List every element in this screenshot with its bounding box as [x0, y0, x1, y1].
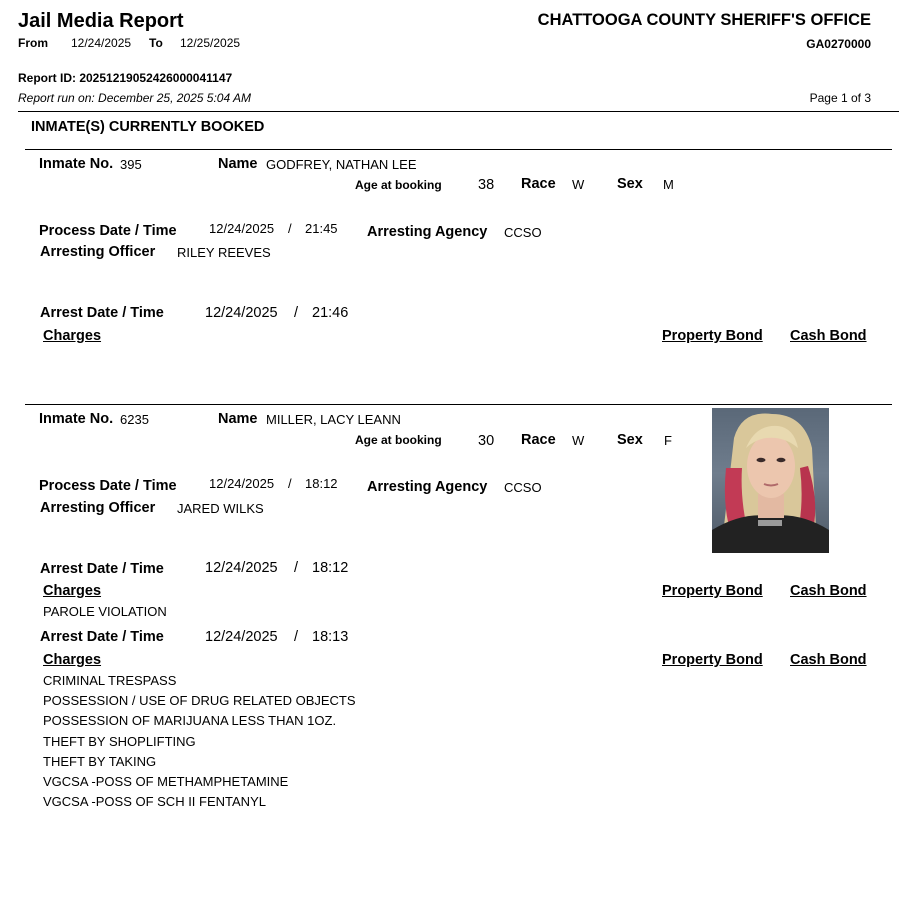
charges-label: Charges	[43, 583, 102, 599]
arrest-datetime-label: Arrest Date / Time	[40, 305, 164, 321]
process-datetime-label: Process Date / Time	[39, 478, 177, 494]
process-time-value: 18:12	[305, 476, 338, 491]
arrest-date-value: 12/24/2025	[205, 305, 278, 321]
inmate-divider-1	[25, 149, 892, 150]
arrest-slash: /	[294, 629, 299, 645]
process-time-value: 21:45	[305, 221, 338, 236]
inmate-no-value: 395	[120, 157, 142, 172]
race-label: Race	[521, 432, 556, 448]
charges-label: Charges	[43, 328, 102, 344]
charge-item: THEFT BY SHOPLIFTING	[43, 734, 196, 749]
charge-item: THEFT BY TAKING	[43, 754, 157, 769]
to-label: To	[149, 36, 163, 50]
arrest-time-value: 21:46	[312, 305, 349, 321]
charge-item: PAROLE VIOLATION	[43, 604, 167, 619]
cash-bond-label: Cash Bond	[790, 652, 867, 668]
inmate-photo	[712, 408, 829, 553]
arresting-officer-value: RILEY REEVES	[177, 245, 271, 260]
inmate-divider-2	[25, 404, 892, 405]
sex-label: Sex	[617, 432, 643, 448]
arresting-agency-value: CCSO	[504, 480, 542, 495]
arresting-officer-value: JARED WILKS	[177, 501, 264, 516]
process-date-value: 12/24/2025	[209, 221, 275, 236]
charge-item: POSSESSION / USE OF DRUG RELATED OBJECTS	[43, 693, 356, 708]
booking-photo-icon	[712, 408, 829, 553]
age-value: 30	[478, 433, 495, 449]
name-value: MILLER, LACY LEANN	[266, 412, 401, 427]
from-label: From	[18, 36, 48, 50]
age-value: 38	[478, 177, 495, 193]
arresting-agency-label: Arresting Agency	[367, 224, 488, 240]
arresting-officer-label: Arresting Officer	[40, 500, 156, 516]
arresting-agency-value: CCSO	[504, 225, 542, 240]
name-label: Name	[218, 411, 258, 427]
inmate-no-label: Inmate No.	[39, 411, 114, 427]
arrest-datetime-label: Arrest Date / Time	[40, 561, 164, 577]
agency-name: CHATTOOGA COUNTY SHERIFF'S OFFICE	[537, 11, 871, 29]
header-divider	[18, 111, 899, 112]
sex-label: Sex	[617, 176, 643, 192]
property-bond-label: Property Bond	[662, 652, 763, 668]
charge-item: VGCSA -POSS OF SCH II FENTANYL	[43, 794, 266, 809]
race-label: Race	[521, 176, 556, 192]
inmate-no-value: 6235	[120, 412, 149, 427]
report-title: Jail Media Report	[18, 10, 184, 32]
arresting-officer-label: Arresting Officer	[40, 244, 156, 260]
section-title: INMATE(S) CURRENTLY BOOKED	[31, 119, 265, 135]
agency-ori: GA0270000	[806, 37, 871, 51]
property-bond-label: Property Bond	[662, 328, 763, 344]
sex-value: M	[663, 177, 674, 192]
page-indicator: Page 1 of 3	[809, 91, 871, 105]
property-bond-label: Property Bond	[662, 583, 763, 599]
arrest-slash: /	[294, 560, 299, 576]
race-value: W	[572, 433, 585, 448]
age-label: Age at booking	[355, 433, 442, 447]
age-label: Age at booking	[355, 178, 442, 192]
report-id: Report ID: 20251219052426000041147	[18, 71, 233, 85]
charges-label: Charges	[43, 652, 102, 668]
name-value: GODFREY, NATHAN LEE	[266, 157, 417, 172]
process-date-value: 12/24/2025	[209, 476, 275, 491]
arrest-time-value: 18:13	[312, 629, 349, 645]
to-date: 12/25/2025	[180, 36, 241, 50]
charge-item: CRIMINAL TRESPASS	[43, 673, 177, 688]
name-label: Name	[218, 156, 258, 172]
charge-item: POSSESSION OF MARIJUANA LESS THAN 1OZ.	[43, 713, 337, 728]
race-value: W	[572, 177, 585, 192]
cash-bond-label: Cash Bond	[790, 328, 867, 344]
arrest-date-value: 12/24/2025	[205, 629, 278, 645]
process-datetime-label: Process Date / Time	[39, 223, 177, 239]
process-slash: /	[288, 221, 292, 236]
arrest-slash: /	[294, 305, 299, 321]
from-date: 12/24/2025	[71, 36, 132, 50]
charge-item: VGCSA -POSS OF METHAMPHETAMINE	[43, 774, 289, 789]
arrest-time-value: 18:12	[312, 560, 349, 576]
cash-bond-label: Cash Bond	[790, 583, 867, 599]
arrest-datetime-label: Arrest Date / Time	[40, 629, 164, 645]
arresting-agency-label: Arresting Agency	[367, 479, 488, 495]
sex-value: F	[664, 433, 672, 448]
process-slash: /	[288, 476, 292, 491]
inmate-no-label: Inmate No.	[39, 156, 114, 172]
report-run-on: Report run on: December 25, 2025 5:04 AM	[18, 91, 252, 105]
arrest-date-value: 12/24/2025	[205, 560, 278, 576]
